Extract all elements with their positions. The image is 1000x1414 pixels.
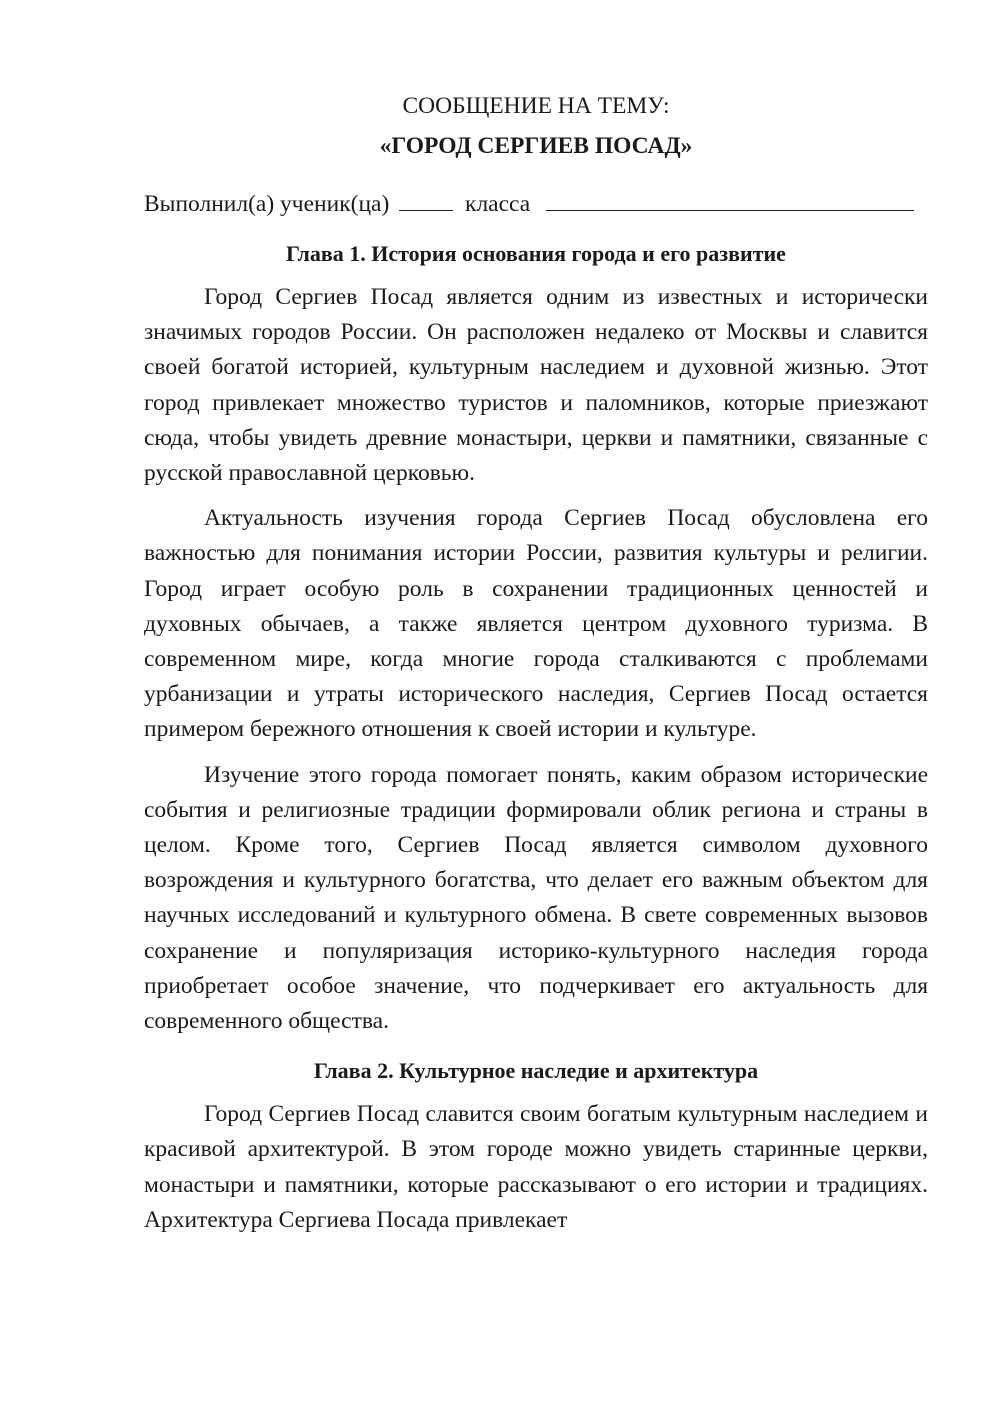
document-title-line-1: СООБЩЕНИЕ НА ТЕМУ:	[402, 93, 670, 119]
chapter-1-paragraph-3: Изучение этого города помогает понять, каким образом исторические события и религиозные традиции формировали облик региона и страны в целом. Кроме того, Сергиев Посад является символом духовного возрождения и культурного богатства, что делает его важным объектом для научных исследований и культурного обмена. В свете современных вызовов сохранение и популяризация историко-культурного наследия города приобретает особое значение, что подчеркивает его актуальность для современного общества.	[144, 761, 928, 1035]
class-number-blank	[399, 188, 453, 211]
document-title-line-2: «ГОРОД СЕРГИЕВ ПОСАД»	[379, 133, 693, 159]
chapter-2-heading: Глава 2. Культурное наследие и архитектура	[313, 1058, 759, 1084]
chapter-1-paragraph-2: Актуальность изучения города Сергиев Посад обусловлена его важностью для понимания истории России, развития культуры и религии. Город играет особую роль в сохранении традиционных ценностей и духовных обычаев, а также является центром духовного туризма. В современном мире, когда многие города сталкиваются с проблемами урбанизации и утраты исторического наследия, Сергиев Посад остается примером бережного отношения к своей истории и культуре.	[144, 505, 928, 743]
student-info-line	[144, 186, 928, 222]
class-word-label: класса	[465, 191, 531, 217]
chapter-1-heading: Глава 1. История основания города и его развитие	[286, 241, 786, 266]
student-prefix-label: Выполнил(а) ученик(ца)	[144, 191, 390, 217]
document-page	[144, 88, 928, 1248]
student-name-blank	[546, 188, 914, 211]
chapter-2-paragraph-1: Город Сергиев Посад славится своим богатым культурным наследием и красивой архитектурой. В этом городе можно увидеть старинные церкви, монастыри и памятники, которые рассказывают о его истории и традициях. Архитектура Сергиева Посада привлекает	[144, 1101, 928, 1233]
chapter-1-paragraph-1: Город Сергиев Посад является одним из известных и исторически значимых городов России. Он расположен недалеко от Москвы и славится своей богатой историей, культурным наследием и духовной жизнью. Этот город привлекает множество туристов и паломников, которые приезжают сюда, чтобы увидеть древние монастыри, церкви и памятники, связанные с русской православной церковью.	[144, 284, 928, 487]
